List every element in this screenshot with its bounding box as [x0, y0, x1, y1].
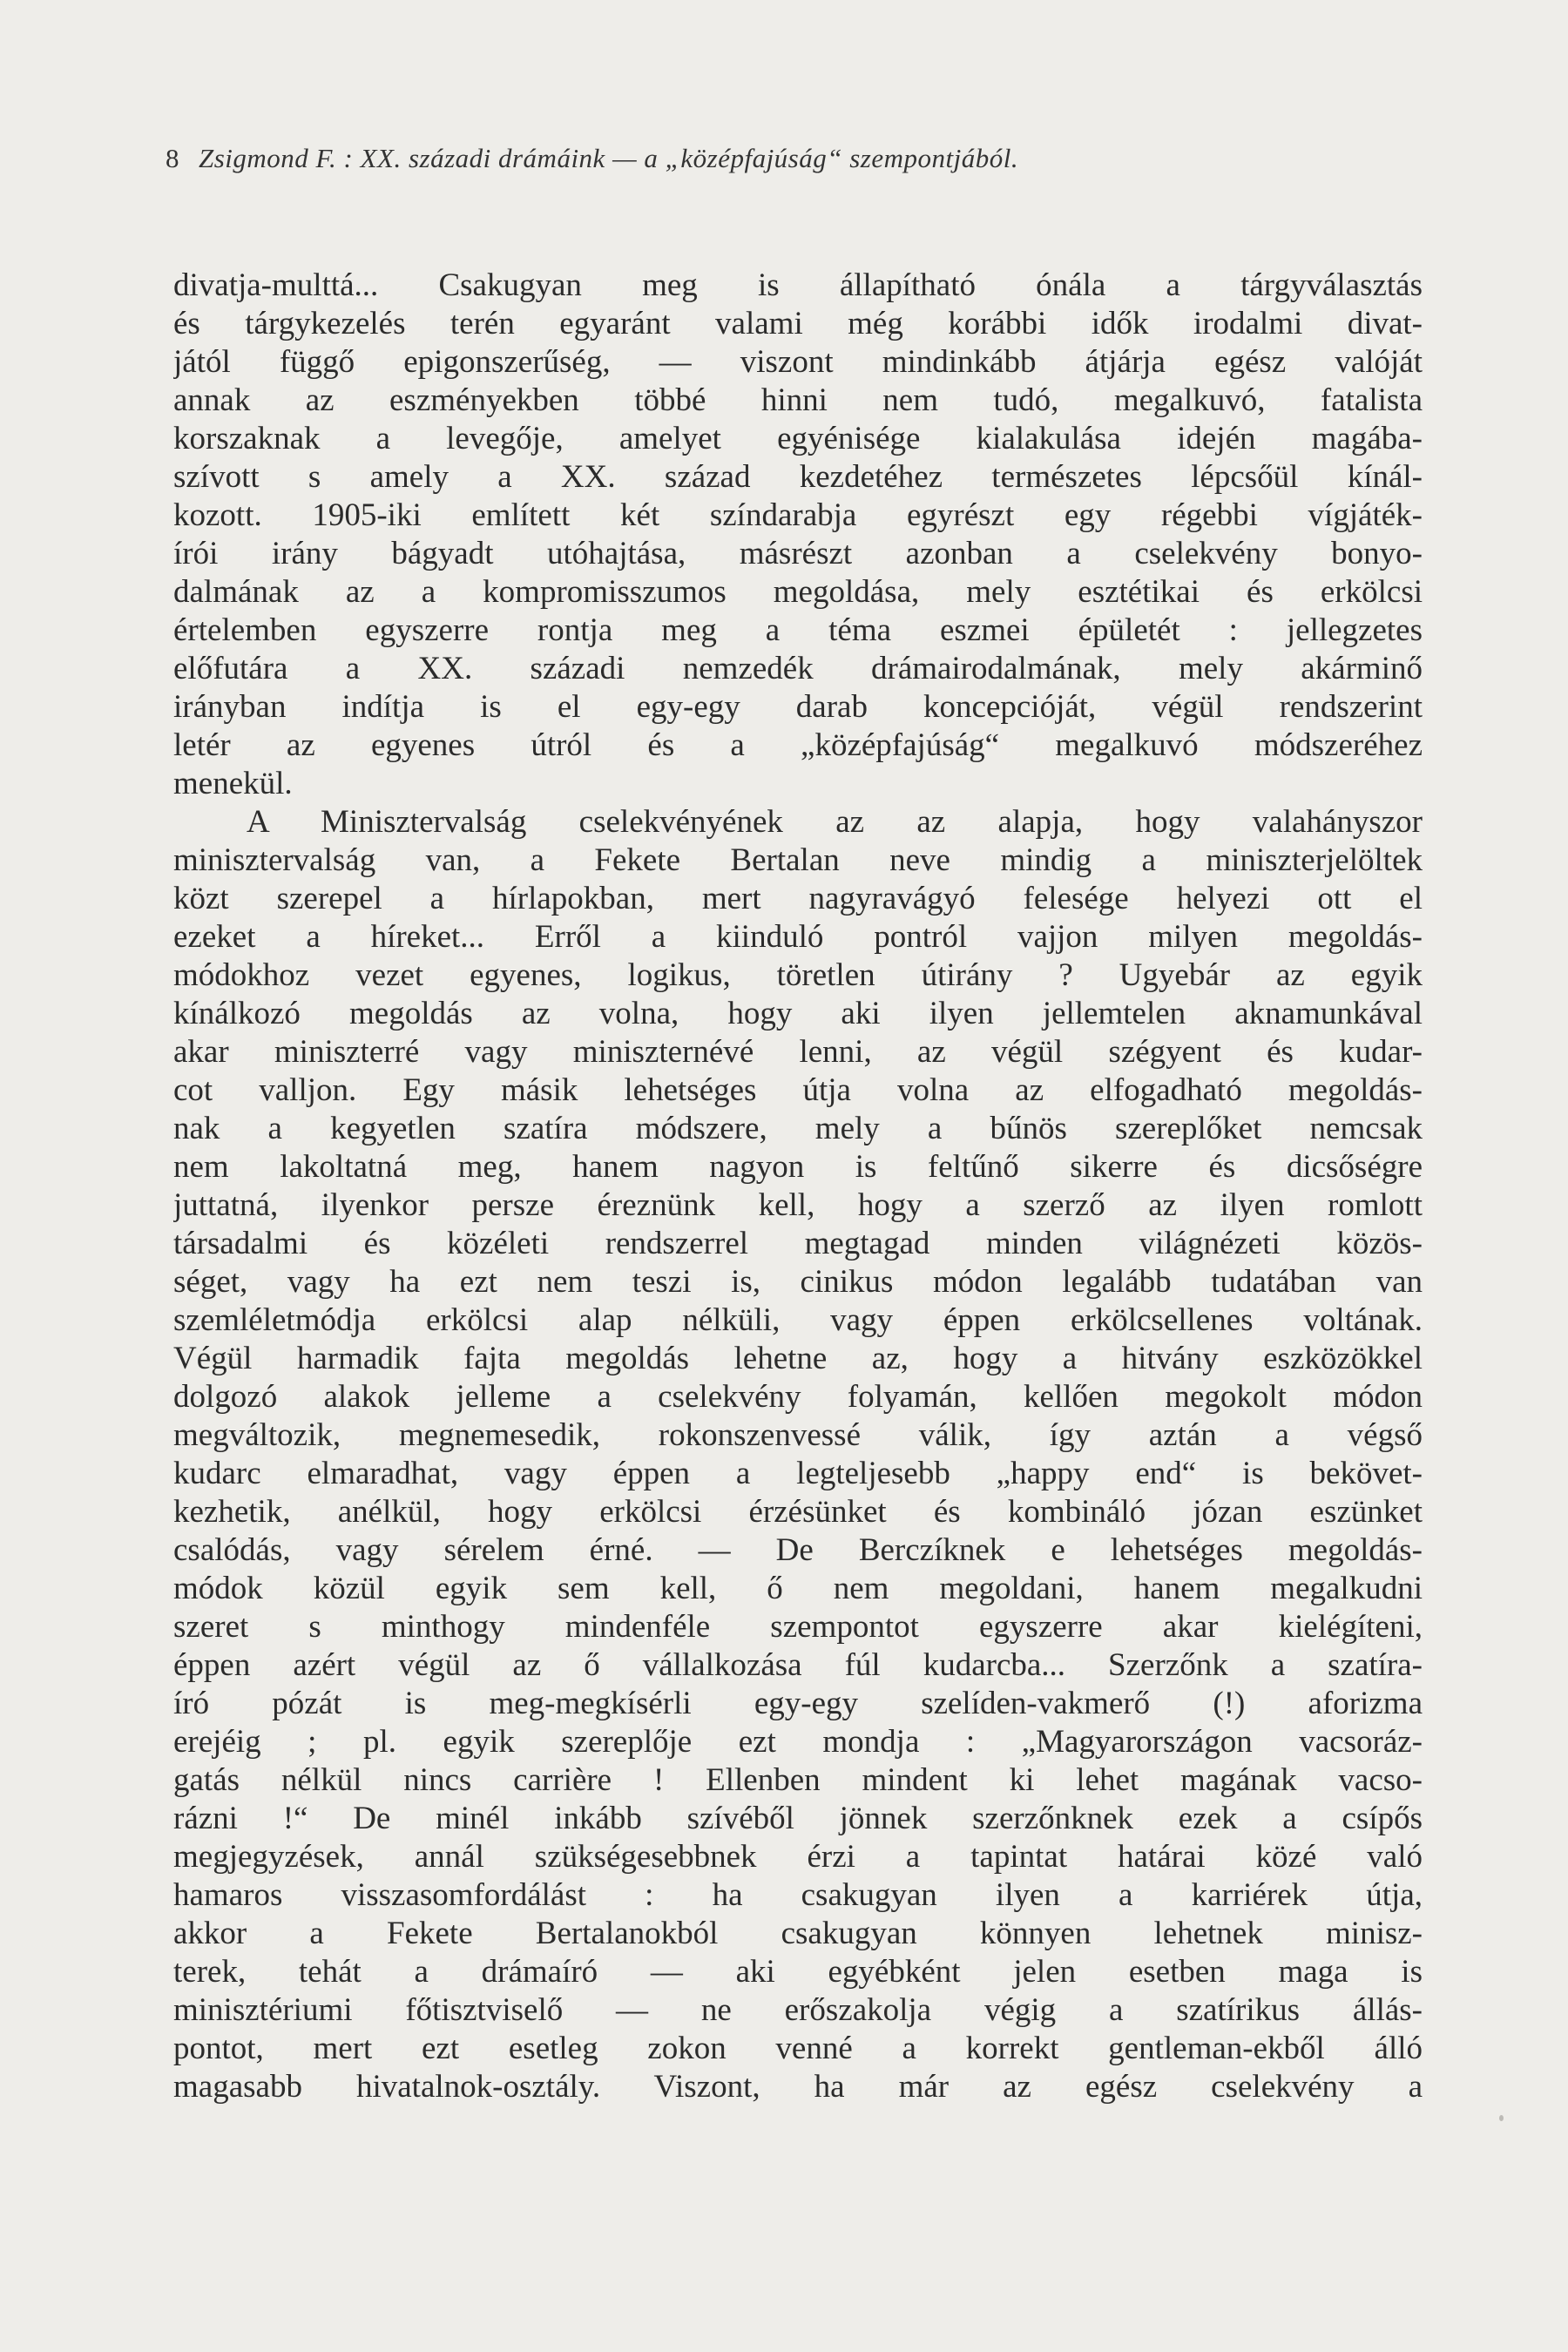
text-line: minisztervalság van, a Fekete Bertalan neve mindig a miniszterjelöltek — [173, 842, 1423, 878]
text-line: juttatná, ilyenkor persze éreznünk kell, hogy a szerző az ilyen romlott — [173, 1187, 1423, 1223]
text-line: A Minisztervalság cselekvényének az az alapja, hogy valahányszor — [247, 804, 1423, 840]
text-line: divatja-multtá... Csakugyan meg is állapítható ónála a tárgyválasztás — [173, 267, 1423, 303]
text-line: erejéig ; pl. egyik szereplője ezt mondja : „Magyarországon vacsoráz- — [173, 1724, 1423, 1760]
text-line: csalódás, vagy sérelem érné. — De Berczíknek e lehetséges megoldás- — [173, 1532, 1423, 1568]
text-line: és tárgykezelés terén egyaránt valami még korábbi idők irodalmi divat- — [173, 306, 1423, 341]
text-line: megjegyzések, annál szükségesebbnek érzi a tapintat határai közé való — [173, 1839, 1423, 1875]
running-title: Zsigmond F. : XX. századi drámáink — a „középfajúság“ szempontjából. — [199, 143, 1019, 173]
text-line: megváltozik, megnemesedik, rokonszenvessé válik, így aztán a végső — [173, 1417, 1423, 1453]
text-line: szeret s minthogy mindenféle szempontot egyszerre akar kielégíteni, — [173, 1609, 1423, 1645]
body-text — [173, 267, 1423, 2106]
text-line: módok közül egyik sem kell, ő nem megoldani, hanem megalkudni — [173, 1571, 1423, 1606]
text-line: terek, tehát a drámaíró — aki egyébként jelen esetben maga is — [173, 1954, 1423, 1990]
text-line: éppen azért végül az ő vállalkozása fúl kudarcba... Szerzőnk a szatíra- — [173, 1647, 1423, 1683]
paragraph-1 — [173, 267, 1423, 803]
text-line: kezhetik, anélkül, hogy erkölcsi érzésünket és kombináló józan eszünket — [173, 1494, 1423, 1530]
text-line: minisztériumi főtisztviselő — ne erőszakolja végig a szatírikus állás- — [173, 1992, 1423, 2028]
text-line: jától függő epigonszerűség, — viszont mindinkább átjárja egész valóját — [173, 344, 1423, 380]
text-line: kozott. 1905-iki említett két színdarabja egyrészt egy régebbi vígjáték- — [173, 497, 1423, 533]
running-head — [166, 143, 1429, 174]
text-line: dalmának az a kompromisszumos megoldása, mely esztétikai és erkölcsi — [173, 574, 1423, 610]
text-line: írói irány bágyadt utóhajtása, másrészt azonban a cselekvény bonyo- — [173, 536, 1423, 571]
text-line: értelemben egyszerre rontja meg a téma eszmei épületét : jellegzetes — [173, 612, 1423, 648]
text-line: Végül harmadik fajta megoldás lehetne az, hogy a hitvány eszközökkel — [173, 1341, 1423, 1376]
text-line: cot valljon. Egy másik lehetséges útja volna az elfogadható megoldás- — [173, 1072, 1423, 1108]
text-line: menekül. — [173, 766, 293, 801]
text-line: irányban indítja is el egy-egy darab koncepcióját, végül rendszerint — [173, 689, 1423, 725]
text-line: kínálkozó megoldás az volna, hogy aki ilyen jellemtelen aknamunkával — [173, 996, 1423, 1031]
text-line: nem lakoltatná meg, hanem nagyon is feltűnő sikerre és dicsőségre — [173, 1149, 1423, 1185]
paper-speck — [1499, 2115, 1504, 2121]
text-line: letér az egyenes útról és a „középfajúság“ megalkuvó módszeréhez — [173, 727, 1423, 763]
text-line: akar miniszterré vagy miniszternévé lenni, az végül szégyent és kudar- — [173, 1034, 1423, 1070]
text-line: magasabb hivatalnok-osztály. Viszont, ha már az egész cselekvény a — [173, 2069, 1423, 2105]
text-line: rázni !“ De minél inkább szívéből jönnek szerzőnknek ezek a csípős — [173, 1801, 1423, 1836]
text-line: annak az eszményekben többé hinni nem tudó, megalkuvó, fatalista — [173, 382, 1423, 418]
text-line: közt szerepel a hírlapokban, mert nagyravágyó felesége helyezi ott el — [173, 881, 1423, 916]
text-line: ezeket a híreket... Erről a kiinduló pontról vajjon milyen megoldás- — [173, 919, 1423, 955]
page-number: 8 — [166, 143, 179, 173]
text-line: pontot, mert ezt esetleg zokon venné a korrekt gentleman-ekből álló — [173, 2031, 1423, 2066]
text-line: nak a kegyetlen szatíra módszere, mely a bűnös szereplőket nemcsak — [173, 1111, 1423, 1146]
text-line: kudarc elmaradhat, vagy éppen a legteljesebb „happy end“ is bekövet- — [173, 1456, 1423, 1491]
text-line: akkor a Fekete Bertalanokból csakugyan könnyen lehetnek minisz- — [173, 1916, 1423, 1951]
text-line: dolgozó alakok jelleme a cselekvény folyamán, kellően megokolt módon — [173, 1379, 1423, 1415]
text-line: szívott s amely a XX. század kezdetéhez természetes lépcsőül kínál- — [173, 459, 1423, 495]
text-line: módokhoz vezet egyenes, logikus, töretlen útirány ? Ugyebár az egyik — [173, 957, 1423, 993]
text-line: korszaknak a levegője, amelyet egyénisége kialakulása idején magába- — [173, 421, 1423, 456]
text-line: szemléletmódja erkölcsi alap nélküli, vagy éppen erkölcsellenes voltának. — [173, 1302, 1423, 1338]
text-line: előfutára a XX. századi nemzedék drámairodalmának, mely akárminő — [173, 651, 1423, 686]
text-line: séget, vagy ha ezt nem teszi is, cinikus módon legalább tudatában van — [173, 1264, 1423, 1300]
text-line: író pózát is meg-megkísérli egy-egy szelíden-vakmerő (!) aforizma — [173, 1686, 1423, 1721]
text-line: hamaros visszasomfordálást : ha csakugyan ilyen a karriérek útja, — [173, 1877, 1423, 1913]
paragraph-2 — [173, 803, 1423, 2106]
text-line: gatás nélkül nincs carrière ! Ellenben mindent ki lehet magának vacso- — [173, 1762, 1423, 1798]
text-line: társadalmi és közéleti rendszerrel megtagad minden világnézeti közös- — [173, 1226, 1423, 1261]
